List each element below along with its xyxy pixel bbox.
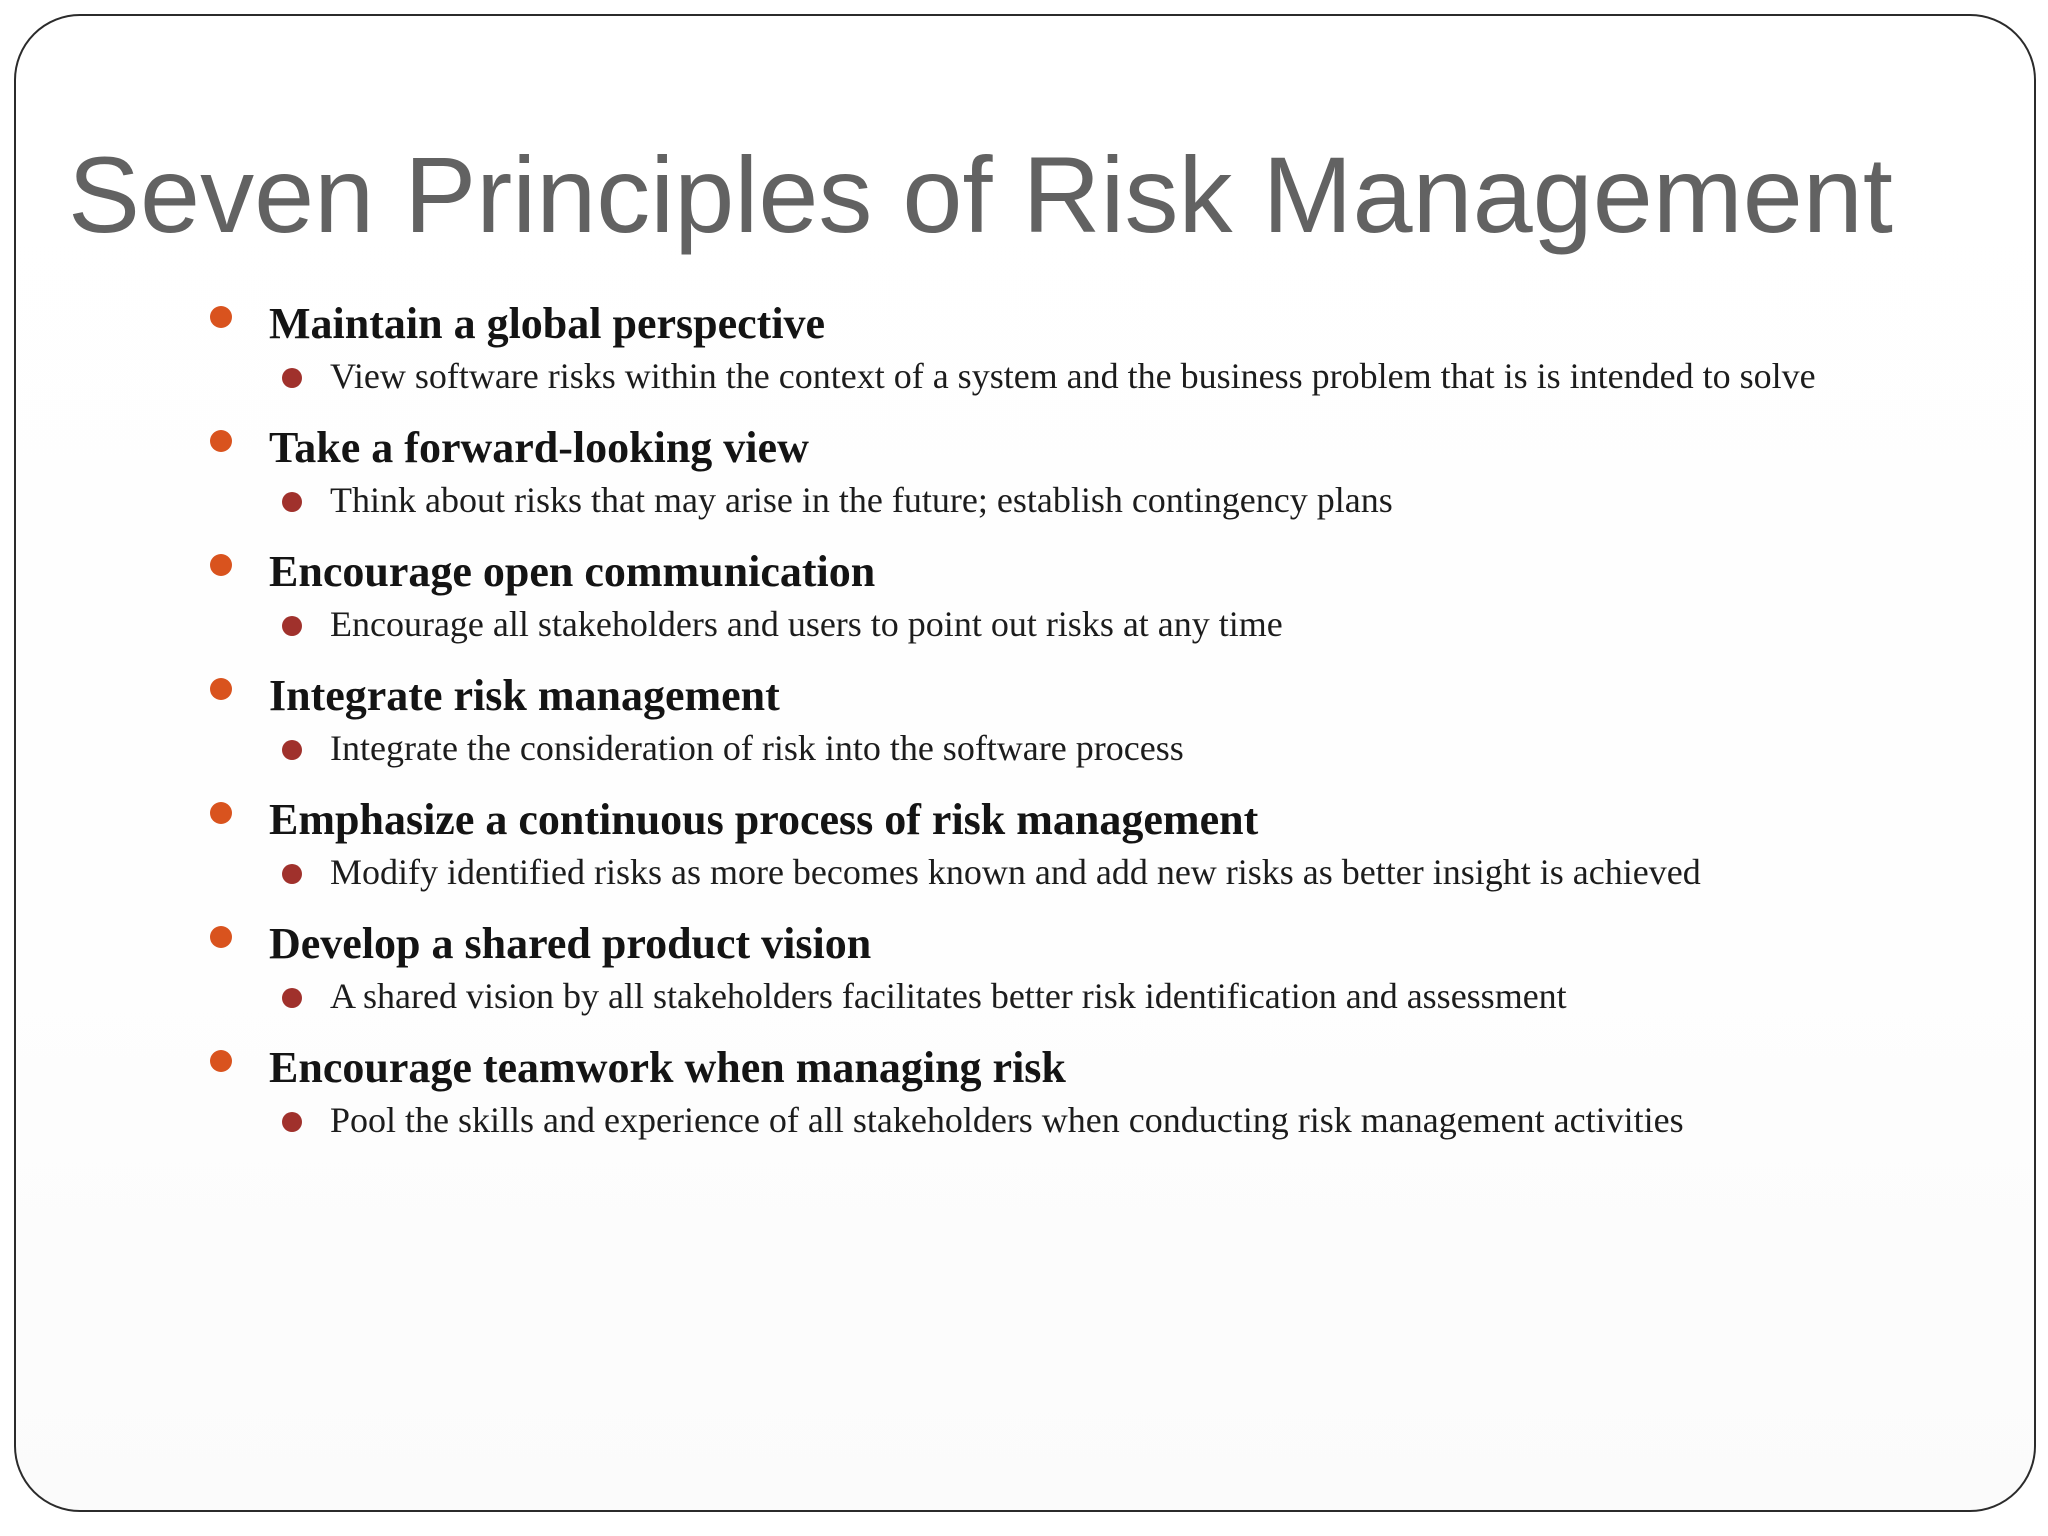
principle-heading [16, 544, 2034, 600]
principle-heading [16, 420, 2034, 476]
main-bullet-icon [210, 430, 232, 452]
principle-heading [16, 916, 2034, 972]
sub-bullet-icon [282, 616, 302, 636]
slide-title: Seven Principles of Risk Management [68, 134, 1893, 255]
principle-item [16, 916, 2034, 1028]
main-bullet-icon [210, 1050, 232, 1072]
principle-detail-list [16, 1100, 2034, 1152]
principle-label: Take a forward-looking view [269, 423, 809, 472]
principle-heading [16, 668, 2034, 724]
principle-item [16, 668, 2034, 780]
principle-detail-text: Integrate the consideration of risk into the software process [330, 728, 1184, 768]
slide [14, 14, 2036, 1512]
principles-list [16, 296, 2034, 1158]
sub-bullet-icon [282, 1112, 302, 1132]
principle-item [16, 296, 2034, 408]
principle-heading [16, 1040, 2034, 1096]
principle-detail-list [16, 852, 2034, 904]
principle-item [16, 544, 2034, 656]
principle-detail [16, 356, 2034, 408]
principle-item [16, 420, 2034, 532]
principle-detail-list [16, 356, 2034, 408]
principle-label: Encourage open communication [269, 547, 876, 596]
sub-bullet-icon [282, 492, 302, 512]
principle-detail-text: Modify identified risks as more becomes known and add new risks as better insight is achieved [330, 852, 1701, 892]
principle-label: Emphasize a continuous process of risk management [269, 795, 1259, 844]
principle-heading [16, 792, 2034, 848]
principle-detail-list [16, 604, 2034, 656]
sub-bullet-icon [282, 368, 302, 388]
principle-detail [16, 976, 2034, 1028]
principle-label: Maintain a global perspective [269, 299, 826, 348]
principle-detail-text: A shared vision by all stakeholders facilitates better risk identification and assessment [330, 976, 1567, 1016]
principle-detail-text: Think about risks that may arise in the future; establish contingency plans [330, 480, 1393, 520]
principle-detail [16, 480, 2034, 532]
principle-item [16, 1040, 2034, 1152]
principle-detail [16, 1100, 2034, 1152]
principle-detail-list [16, 480, 2034, 532]
principle-item [16, 792, 2034, 904]
sub-bullet-icon [282, 988, 302, 1008]
principle-detail [16, 852, 2034, 904]
main-bullet-icon [210, 678, 232, 700]
principle-label: Integrate risk management [269, 671, 780, 720]
main-bullet-icon [210, 554, 232, 576]
principle-detail [16, 728, 2034, 780]
main-bullet-icon [210, 306, 232, 328]
sub-bullet-icon [282, 740, 302, 760]
principle-heading [16, 296, 2034, 352]
main-bullet-icon [210, 926, 232, 948]
principle-label: Develop a shared product vision [269, 919, 872, 968]
principle-detail-text: Encourage all stakeholders and users to point out risks at any time [330, 604, 1283, 644]
principle-detail [16, 604, 2034, 656]
principle-detail-list [16, 976, 2034, 1028]
principle-label: Encourage teamwork when managing risk [269, 1043, 1066, 1092]
main-bullet-icon [210, 802, 232, 824]
principle-detail-list [16, 728, 2034, 780]
principle-detail-text: Pool the skills and experience of all stakeholders when conducting risk management activities [330, 1100, 1684, 1140]
sub-bullet-icon [282, 864, 302, 884]
principle-detail-text: View software risks within the context of a system and the business problem that is is intended to solve [330, 356, 1816, 396]
